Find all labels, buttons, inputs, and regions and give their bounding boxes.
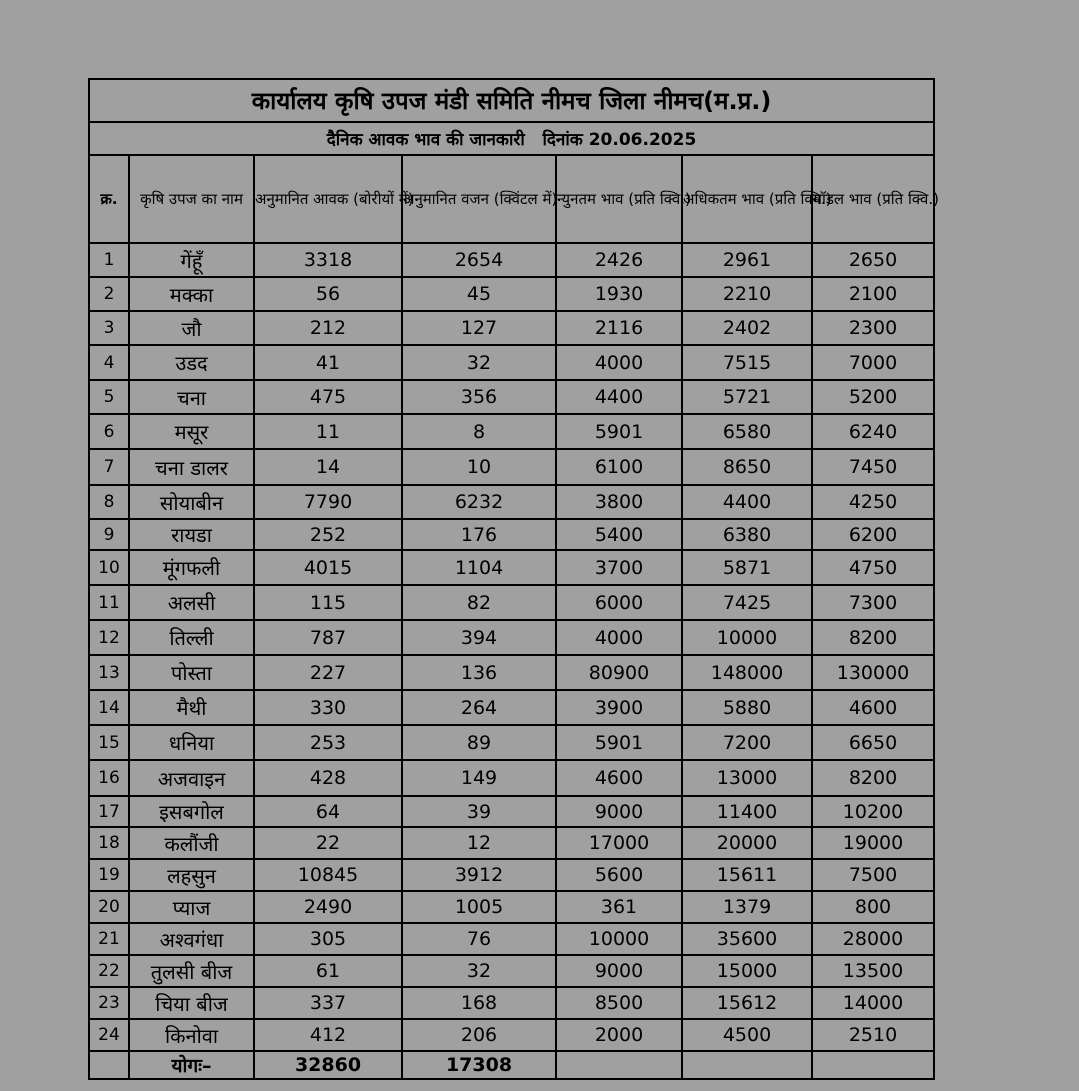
crop-name: मक्का [129,277,254,311]
table-row [89,827,934,859]
max-price: 6380 [682,519,812,550]
modal-price: 2100 [812,277,934,311]
min-price: 4000 [556,620,682,655]
min-price: 2426 [556,243,682,277]
arrival-bags: 475 [254,380,402,414]
weight-quintal: 264 [402,690,556,725]
crop-name: रायडा [129,519,254,550]
max-price: 15000 [682,955,812,987]
crop-name: चिया बीज [129,987,254,1019]
min-price: 5901 [556,414,682,449]
row-serial: 4 [89,345,129,380]
min-price: 361 [556,891,682,923]
min-price: 2116 [556,311,682,345]
weight-quintal: 136 [402,655,556,690]
table-row [89,550,934,585]
crop-name: मूंगफली [129,550,254,585]
crop-name: चना डालर [129,449,254,485]
crop-name: जौ [129,311,254,345]
table-row [89,760,934,796]
title-row [89,79,934,122]
arrival-bags: 428 [254,760,402,796]
arrival-bags: 3318 [254,243,402,277]
max-price: 148000 [682,655,812,690]
arrival-bags: 305 [254,923,402,955]
row-serial: 18 [89,827,129,859]
table-row [89,311,934,345]
min-price: 9000 [556,796,682,827]
crop-name: तिल्ली [129,620,254,655]
weight-quintal: 149 [402,760,556,796]
arrival-bags: 412 [254,1019,402,1051]
total-weight: 17308 [402,1051,556,1079]
table-row [89,796,934,827]
crop-name: लहसुन [129,859,254,891]
total-empty-max [682,1051,812,1079]
min-price: 9000 [556,955,682,987]
crop-name: चना [129,380,254,414]
max-price: 7200 [682,725,812,760]
row-serial: 11 [89,585,129,620]
min-price: 4400 [556,380,682,414]
table-row [89,380,934,414]
min-price: 8500 [556,987,682,1019]
max-price: 7425 [682,585,812,620]
max-price: 2402 [682,311,812,345]
max-price: 7515 [682,345,812,380]
row-serial: 22 [89,955,129,987]
table-row [89,725,934,760]
modal-price: 4750 [812,550,934,585]
arrival-bags: 337 [254,987,402,1019]
table-row [89,955,934,987]
row-serial: 12 [89,620,129,655]
total-empty-modal [812,1051,934,1079]
row-serial: 15 [89,725,129,760]
crop-name: उडद [129,345,254,380]
crop-name: धनिया [129,725,254,760]
subtitle-row [89,122,934,155]
table-row [89,277,934,311]
min-price: 4600 [556,760,682,796]
crop-name: मसूर [129,414,254,449]
crop-name: अलसी [129,585,254,620]
row-serial: 13 [89,655,129,690]
arrival-bags: 14 [254,449,402,485]
weight-quintal: 127 [402,311,556,345]
weight-quintal: 206 [402,1019,556,1051]
weight-quintal: 32 [402,345,556,380]
modal-price: 19000 [812,827,934,859]
modal-price: 4600 [812,690,934,725]
arrival-bags: 115 [254,585,402,620]
min-price: 1930 [556,277,682,311]
min-price: 3900 [556,690,682,725]
arrival-bags: 7790 [254,485,402,519]
crop-name: गेंहूँ [129,243,254,277]
modal-price: 2300 [812,311,934,345]
crop-name: किनोवा [129,1019,254,1051]
max-price: 20000 [682,827,812,859]
crop-name: सोयाबीन [129,485,254,519]
weight-quintal: 394 [402,620,556,655]
max-price: 10000 [682,620,812,655]
max-price: 2961 [682,243,812,277]
modal-price: 7450 [812,449,934,485]
weight-quintal: 32 [402,955,556,987]
table-row [89,243,934,277]
max-price: 6580 [682,414,812,449]
weight-quintal: 76 [402,923,556,955]
arrival-bags: 56 [254,277,402,311]
weight-quintal: 1005 [402,891,556,923]
table-body [89,243,934,1051]
weight-quintal: 168 [402,987,556,1019]
weight-quintal: 45 [402,277,556,311]
arrival-bags: 64 [254,796,402,827]
max-price: 13000 [682,760,812,796]
crop-name: अजवाइन [129,760,254,796]
max-price: 5880 [682,690,812,725]
header-crop-name: कृषि उपज का नाम [129,155,254,243]
modal-price: 7000 [812,345,934,380]
table-row [89,414,934,449]
header-estimated-arrival: अनुमानित आवक (बोरीयों में) [254,155,402,243]
document-subtitle: दैनिक आवक भाव की जानकारी दिनांक 20.06.2025 [89,122,934,155]
weight-quintal: 2654 [402,243,556,277]
modal-price: 28000 [812,923,934,955]
row-serial: 20 [89,891,129,923]
weight-quintal: 39 [402,796,556,827]
document-title: कार्यालय कृषि उपज मंडी समिति नीमच जिला नीमच(म.प्र.) [89,79,934,122]
weight-quintal: 6232 [402,485,556,519]
row-serial: 21 [89,923,129,955]
max-price: 8650 [682,449,812,485]
crop-name: कलौंजी [129,827,254,859]
min-price: 5901 [556,725,682,760]
max-price: 5721 [682,380,812,414]
table-row [89,655,934,690]
modal-price: 6240 [812,414,934,449]
min-price: 6100 [556,449,682,485]
weight-quintal: 176 [402,519,556,550]
max-price: 11400 [682,796,812,827]
arrival-bags: 253 [254,725,402,760]
weight-quintal: 12 [402,827,556,859]
mandi-rate-table [88,78,939,1080]
table-row [89,859,934,891]
crop-name: इसबगोल [129,796,254,827]
row-serial: 6 [89,414,129,449]
arrival-bags: 252 [254,519,402,550]
arrival-bags: 227 [254,655,402,690]
arrival-bags: 212 [254,311,402,345]
table-row [89,485,934,519]
crop-name: प्याज [129,891,254,923]
min-price: 3700 [556,550,682,585]
total-label: योगः– [129,1051,254,1079]
modal-price: 5200 [812,380,934,414]
max-price: 2210 [682,277,812,311]
arrival-bags: 11 [254,414,402,449]
row-serial: 24 [89,1019,129,1051]
min-price: 6000 [556,585,682,620]
weight-quintal: 82 [402,585,556,620]
row-serial: 16 [89,760,129,796]
min-price: 17000 [556,827,682,859]
min-price: 3800 [556,485,682,519]
weight-quintal: 10 [402,449,556,485]
modal-price: 14000 [812,987,934,1019]
modal-price: 2510 [812,1019,934,1051]
table-row [89,690,934,725]
total-serial [89,1051,129,1079]
arrival-bags: 4015 [254,550,402,585]
arrival-bags: 10845 [254,859,402,891]
table-row [89,345,934,380]
weight-quintal: 1104 [402,550,556,585]
table-row [89,620,934,655]
arrival-bags: 41 [254,345,402,380]
row-serial: 23 [89,987,129,1019]
row-serial: 3 [89,311,129,345]
row-serial: 7 [89,449,129,485]
weight-quintal: 89 [402,725,556,760]
table-row [89,519,934,550]
column-header-row [89,155,934,243]
modal-price: 6650 [812,725,934,760]
arrival-bags: 787 [254,620,402,655]
row-serial: 8 [89,485,129,519]
modal-price: 8200 [812,620,934,655]
modal-price: 7500 [812,859,934,891]
table-row [89,585,934,620]
row-serial: 9 [89,519,129,550]
table-row [89,891,934,923]
header-serial: क्र. [89,155,129,243]
row-serial: 19 [89,859,129,891]
weight-quintal: 3912 [402,859,556,891]
total-bags: 32860 [254,1051,402,1079]
arrival-bags: 22 [254,827,402,859]
row-serial: 17 [89,796,129,827]
min-price: 5400 [556,519,682,550]
weight-quintal: 356 [402,380,556,414]
header-modal-price: मॉडल भाव (प्रति क्वि.) [812,155,934,243]
row-serial: 10 [89,550,129,585]
row-serial: 5 [89,380,129,414]
table-row [89,987,934,1019]
row-serial: 2 [89,277,129,311]
modal-price: 7300 [812,585,934,620]
max-price: 1379 [682,891,812,923]
modal-price: 2650 [812,243,934,277]
header-min-price: न्युनतम भाव (प्रति क्वि.) [556,155,682,243]
arrival-bags: 61 [254,955,402,987]
row-serial: 14 [89,690,129,725]
crop-name: मैथी [129,690,254,725]
weight-quintal: 8 [402,414,556,449]
modal-price: 8200 [812,760,934,796]
modal-price: 4250 [812,485,934,519]
max-price: 4500 [682,1019,812,1051]
min-price: 2000 [556,1019,682,1051]
max-price: 15611 [682,859,812,891]
header-max-price: अधिकतम भाव (प्रति क्वि.) [682,155,812,243]
min-price: 10000 [556,923,682,955]
min-price: 5600 [556,859,682,891]
row-serial: 1 [89,243,129,277]
modal-price: 130000 [812,655,934,690]
arrival-bags: 2490 [254,891,402,923]
crop-name: तुलसी बीज [129,955,254,987]
max-price: 5871 [682,550,812,585]
max-price: 4400 [682,485,812,519]
modal-price: 6200 [812,519,934,550]
modal-price: 13500 [812,955,934,987]
table-row [89,1019,934,1051]
modal-price: 800 [812,891,934,923]
min-price: 4000 [556,345,682,380]
table-row [89,449,934,485]
header-estimated-weight: अनुमानित वजन (क्विंटल में) [402,155,556,243]
crop-name: अश्वगंधा [129,923,254,955]
arrival-bags: 330 [254,690,402,725]
min-price: 80900 [556,655,682,690]
max-price: 35600 [682,923,812,955]
total-empty-min [556,1051,682,1079]
modal-price: 10200 [812,796,934,827]
table-row [89,923,934,955]
total-row [89,1051,934,1079]
crop-name: पोस्ता [129,655,254,690]
max-price: 15612 [682,987,812,1019]
